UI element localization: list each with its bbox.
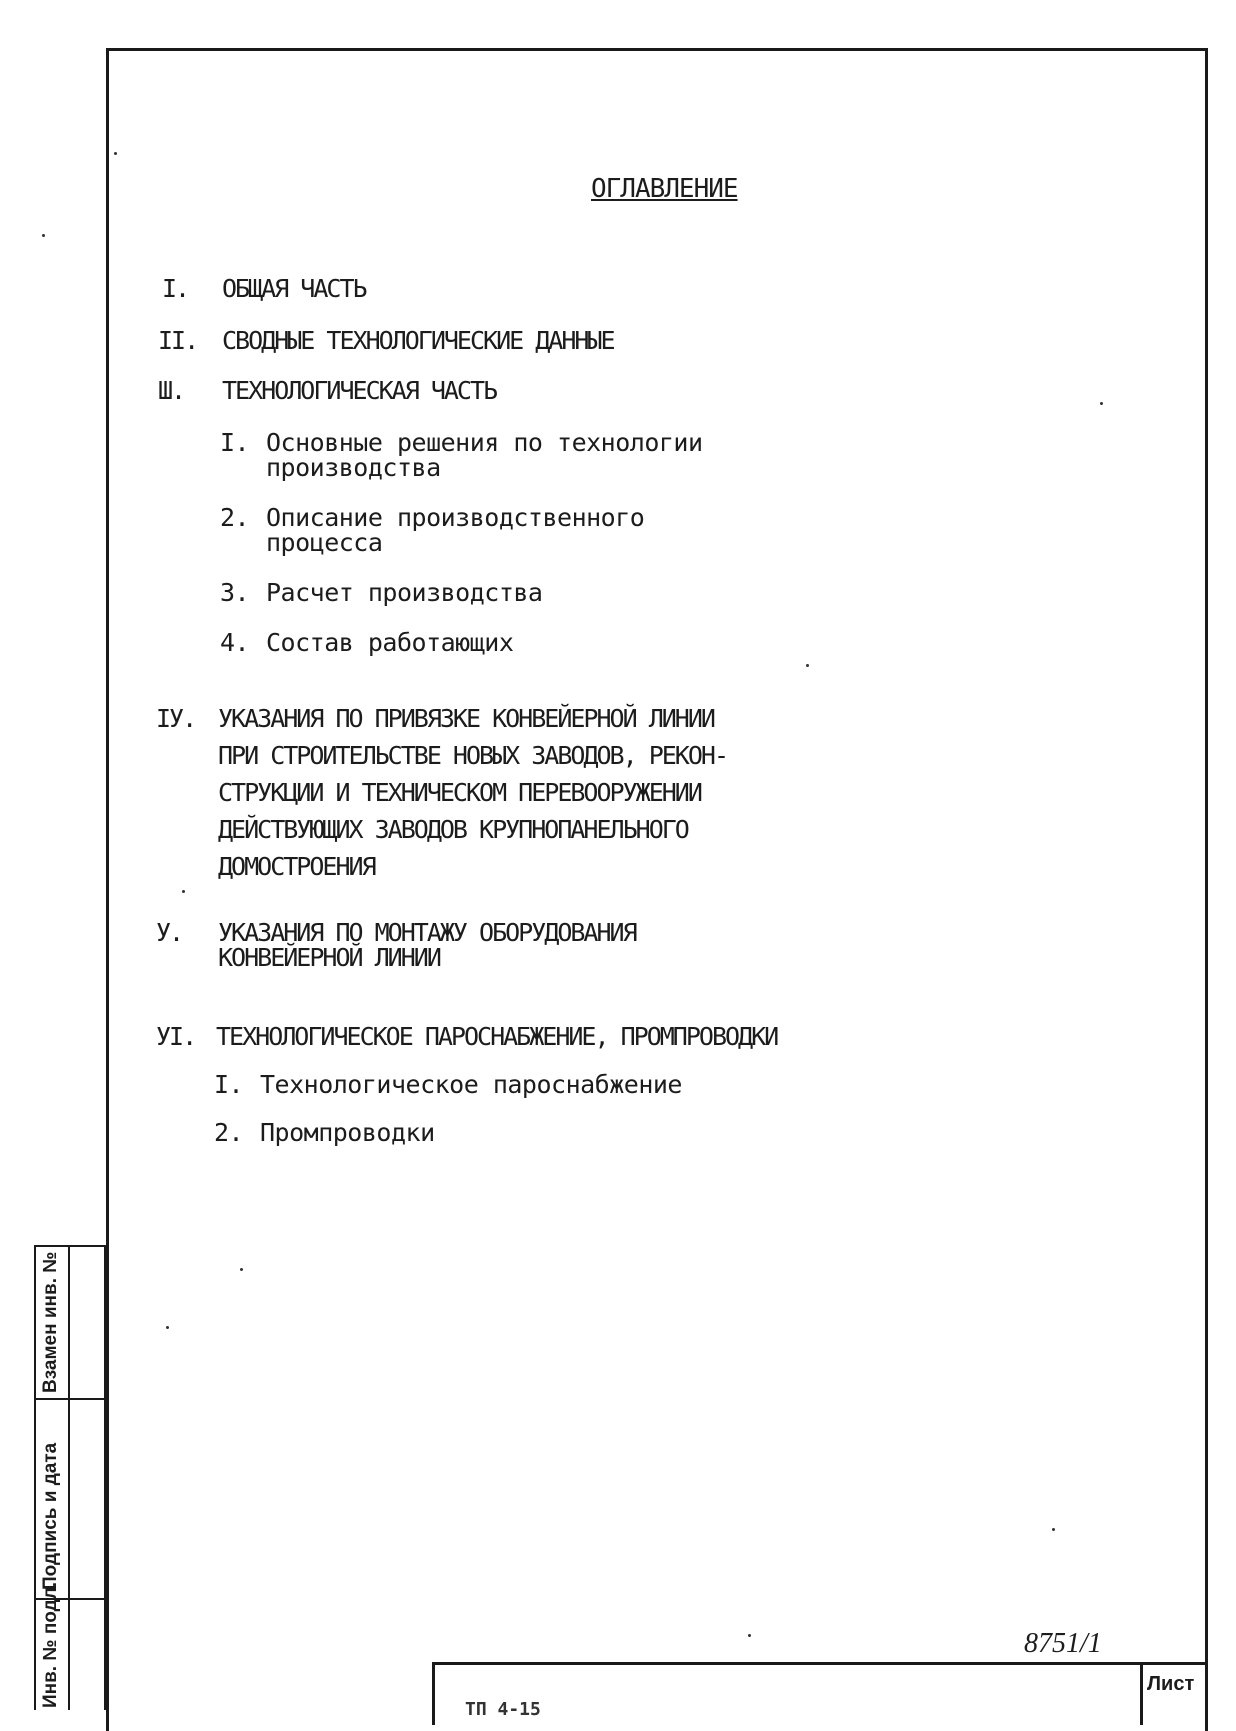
toc-entry-number: 2. <box>214 1118 244 1147</box>
toc-title: ОГЛАВЛЕНИЕ <box>591 174 738 204</box>
stamp-line <box>34 1245 106 1247</box>
stamp-line <box>34 1398 106 1400</box>
toc-entry-text: Промпроводки <box>260 1118 435 1147</box>
toc-entry-text: Технологическое пароснабжение <box>260 1070 682 1099</box>
scan-speck <box>182 890 185 893</box>
toc-entry-number: I. <box>162 274 189 303</box>
scan-speck <box>42 234 45 237</box>
toc-entry-text: Состав работающих <box>266 628 514 657</box>
scan-speck <box>1100 402 1103 405</box>
toc-entry-text: СВОДНЫЕ ТЕХНОЛОГИЧЕСКИЕ ДАННЫЕ <box>222 326 614 355</box>
toc-entry-number: У. <box>156 918 183 947</box>
scan-speck <box>114 152 117 155</box>
toc-entry-number: УI. <box>156 1022 196 1051</box>
side-stamp <box>34 1245 106 1710</box>
scan-speck <box>240 1268 243 1271</box>
toc-entry-number: Ш. <box>158 376 185 405</box>
toc-entry-text: ОБЩАЯ ЧАСТЬ <box>222 274 366 303</box>
sheet-label: Лист <box>1147 1673 1195 1695</box>
sheet-cell <box>1140 1665 1205 1725</box>
toc-entry-number: 4. <box>220 628 250 657</box>
toc-entry-text: Расчет производства <box>266 578 543 607</box>
stamp-label-inv-original: Инв. № подл. <box>40 1581 61 1708</box>
stamp-line <box>104 1245 106 1710</box>
stamp-label-replacement-inv: Взамен инв. № <box>40 1251 61 1393</box>
toc-entry-text: Основные решения по технологии производства <box>266 428 703 482</box>
toc-entry-number: 2. <box>220 503 250 532</box>
handwritten-number: 8751/1 <box>1024 1628 1102 1659</box>
stamp-line <box>34 1245 36 1710</box>
toc-entry-number: I. <box>220 428 250 457</box>
toc-entry-number: IУ. <box>156 704 196 733</box>
toc-entry-text: ТЕХНОЛОГИЧЕСКАЯ ЧАСТЬ <box>222 376 497 405</box>
stamp-label-signature-date: Подпись и дата <box>40 1442 61 1590</box>
toc-entry-text: УКАЗАНИЯ ПО МОНТАЖУ ОБОРУДОВАНИЯ КОНВЕЙЕРНОЙ ЛИНИИ <box>218 918 636 972</box>
scan-speck <box>166 1326 169 1329</box>
toc-entry-number: II. <box>158 326 198 355</box>
scan-speck <box>806 664 809 667</box>
scan-speck <box>1052 1528 1055 1531</box>
toc-entry-text: Описание производственного процесса <box>266 503 645 557</box>
stamp-line <box>68 1245 70 1710</box>
scan-speck <box>748 1634 751 1637</box>
title-block <box>432 1662 1205 1725</box>
document-code: ТП 4-15 <box>465 1699 541 1720</box>
toc-entry-text: УКАЗАНИЯ ПО ПРИВЯЗКЕ КОНВЕЙЕРНОЙ ЛИНИИ ПРИ СТРОИТЕЛЬСТВЕ НОВЫХ ЗАВОДОВ, РЕКОН- СТРУКЦИИ И ТЕХНИЧЕСКОМ ПЕРЕВООРУЖЕНИИ ДЕЙСТВУЮЩИХ ЗАВОДОВ КРУПНОПАНЕЛЬНОГО ДОМОСТРОЕНИЯ <box>218 704 727 881</box>
toc-entry-number: 3. <box>220 578 250 607</box>
toc-entry-text: ТЕХНОЛОГИЧЕСКОЕ ПАРОСНАБЖЕНИЕ, ПРОМПРОВОДКИ <box>216 1022 778 1051</box>
toc-entry-number: I. <box>214 1070 244 1099</box>
